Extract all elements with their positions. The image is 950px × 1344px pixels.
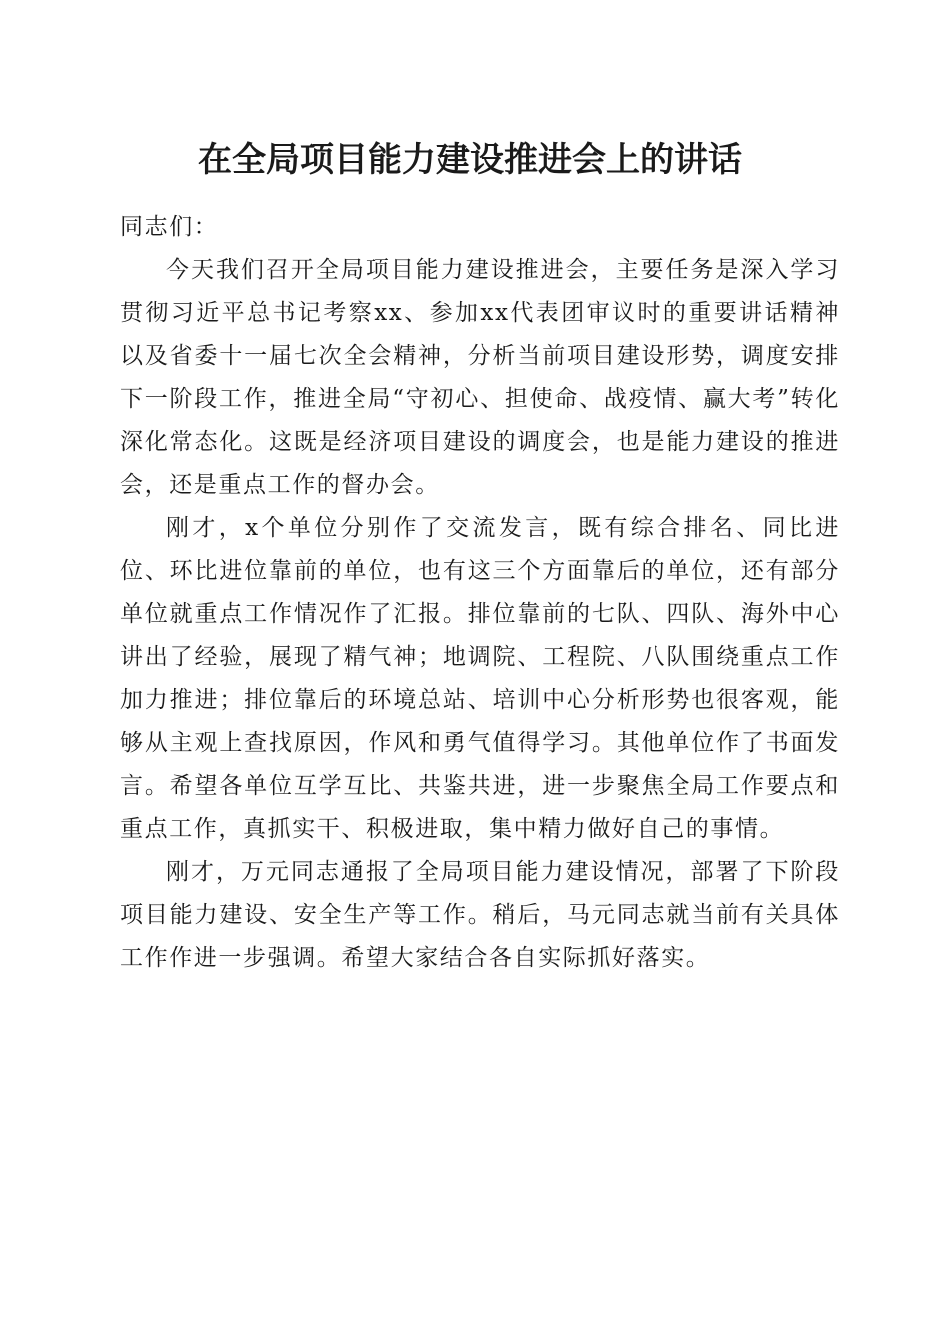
paragraph-3: 刚才，万元同志通报了全局项目能力建设情况，部署了下阶段项目能力建设、安全生产等工作。稍后，马元同志就当前有关具体工作作进一步强调。希望大家结合各自实际抓好落实。	[120, 859, 840, 971]
paragraph-2: 刚才，x个单位分别作了交流发言，既有综合排名、同比进位、环比进位靠前的单位，也有这三个方面靠后的单位，还有部分单位就重点工作情况作了汇报。排位靠前的七队、四队、海外中心讲出了经验，展现了精气神；地调院、工程院、八队围绕重点工作加力推进；排位靠后的环境总站、培训中心分析形势也很客观，能够从主观上查找原因，作风和勇气值得学习。其他单位作了书面发言。希望各单位互学互比、共鉴共进，进一步聚焦全局工作要点和重点工作，真抓实干、积极进取，集中精力做好自己的事情。	[120, 515, 840, 842]
greeting: 同志们：	[120, 214, 219, 240]
document-title: 在全局项目能力建设推进会上的讲话	[198, 140, 742, 180]
document-body	[120, 206, 840, 980]
paragraph-1: 今天我们召开全局项目能力建设推进会，主要任务是深入学习贯彻习近平总书记考察xx、参加xx代表团审议时的重要讲话精神以及省委十一届七次全会精神，分析当前项目建设形势，调度安排下一阶段工作，推进全局“守初心、担使命、战疫情、赢大考”转化深化常态化。这既是经济项目建设的调度会，也是能力建设的推进会，还是重点工作的督办会。	[120, 257, 840, 498]
